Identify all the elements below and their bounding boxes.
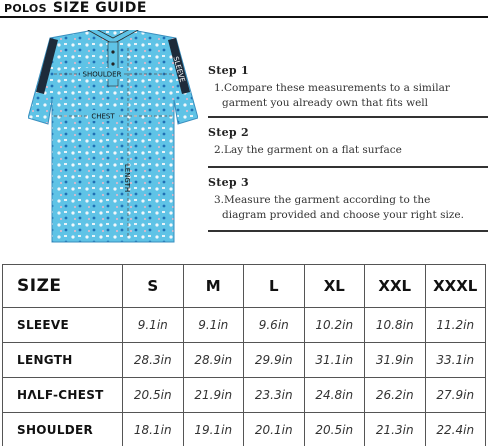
page-title: SIZE GUIDE xyxy=(52,0,147,16)
table-cell: 31.9in xyxy=(365,343,426,378)
table-cell: 26.2in xyxy=(365,378,426,413)
table-cell: 9.1in xyxy=(123,308,184,343)
size-l: L xyxy=(244,265,305,308)
step-divider-2 xyxy=(208,166,488,168)
length-label: LENGTH xyxy=(123,163,131,193)
table-cell: 9.6in xyxy=(244,308,305,343)
table-cell: 20.5in xyxy=(304,413,365,446)
step-1-line-1: 1.Compare these measurements to a similar xyxy=(214,82,450,94)
polo-shirt-diagram xyxy=(28,30,198,248)
size-table xyxy=(2,264,486,446)
step-3-line-2: diagram provided and choose your right size. xyxy=(222,209,464,221)
step-1-text xyxy=(208,81,488,111)
table-cell: 21.3in xyxy=(365,413,426,446)
table-row xyxy=(3,343,486,378)
size-xxl: XXL xyxy=(365,265,426,308)
brand-name: POLOS xyxy=(4,2,47,15)
table-cell: 11.2in xyxy=(425,308,486,343)
step-2-text xyxy=(208,143,488,158)
table-cell: 28.3in xyxy=(123,343,184,378)
step-2-title: Step 2 xyxy=(208,126,249,139)
step-3 xyxy=(208,176,488,223)
table-cell: 21.9in xyxy=(183,378,244,413)
row-label-shoulder: SHOULDER xyxy=(3,413,123,446)
table-cell: 18.1in xyxy=(123,413,184,446)
row-label-half-chest: HΛLF-CHEST xyxy=(3,378,123,413)
chest-label: CHEST xyxy=(91,112,115,121)
step-1-line-2: garment you already own that fits well xyxy=(222,97,429,109)
size-xxxl: XXXL xyxy=(425,265,486,308)
step-2 xyxy=(208,126,488,158)
table-cell: 33.1in xyxy=(425,343,486,378)
step-3-text xyxy=(208,193,488,223)
table-cell: 24.8in xyxy=(304,378,365,413)
table-cell: 22.4in xyxy=(425,413,486,446)
table-cell: 27.9in xyxy=(425,378,486,413)
shoulder-label: SHOULDER xyxy=(82,70,122,79)
row-label-length: LENGTH xyxy=(3,343,123,378)
size-s: S xyxy=(123,265,184,308)
table-cell: 10.8in xyxy=(365,308,426,343)
header-divider xyxy=(0,16,488,18)
step-divider-3 xyxy=(208,230,488,232)
step-1-title: Step 1 xyxy=(208,64,249,77)
step-2-line-1: 2.Lay the garment on a flat surface xyxy=(214,144,402,156)
table-row xyxy=(3,308,486,343)
size-header-row xyxy=(3,265,486,308)
table-cell: 19.1in xyxy=(183,413,244,446)
table-cell: 20.1in xyxy=(244,413,305,446)
table-row xyxy=(3,413,486,446)
step-3-line-1: 3.Measure the garment according to the xyxy=(214,194,431,206)
row-label-sleeve: SLEEVE xyxy=(3,308,123,343)
table-cell: 23.3in xyxy=(244,378,305,413)
table-cell: 9.1in xyxy=(183,308,244,343)
step-divider-1 xyxy=(208,116,488,118)
step-1 xyxy=(208,64,488,111)
table-cell: 31.1in xyxy=(304,343,365,378)
step-3-title: Step 3 xyxy=(208,176,249,189)
size-xl: XL xyxy=(304,265,365,308)
table-cell: 10.2in xyxy=(304,308,365,343)
table-row xyxy=(3,378,486,413)
size-m: M xyxy=(183,265,244,308)
table-cell: 20.5in xyxy=(123,378,184,413)
table-cell: 28.9in xyxy=(183,343,244,378)
table-cell: 29.9in xyxy=(244,343,305,378)
sleeve-label: SLEEVE xyxy=(171,55,187,84)
size-corner-label: SIZE xyxy=(3,265,123,308)
